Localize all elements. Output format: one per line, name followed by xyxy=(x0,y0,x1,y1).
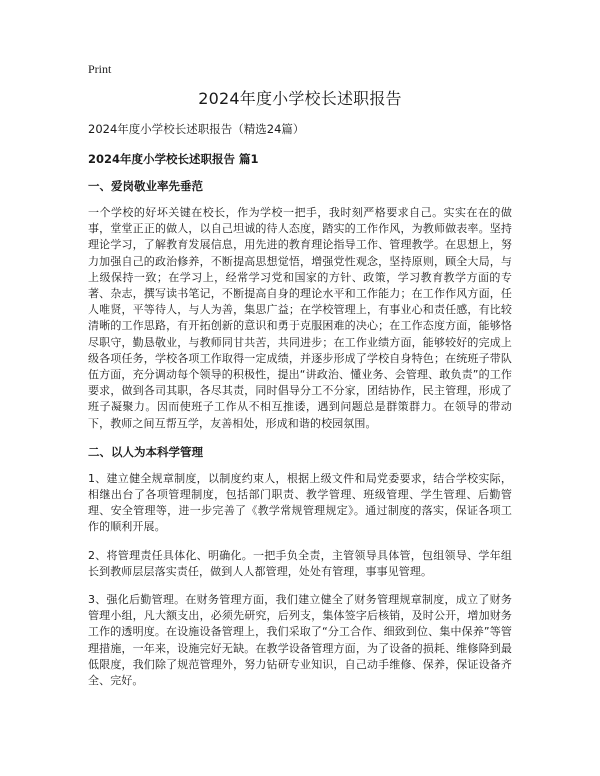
part2-paragraph-1: 1、建立健全规章制度，以制度约束人，根据上级文件和局党委要求，结合学校实际，相继出台了各项管理制度，包括部门职责、教学管理、班级管理、学生管理、后勤管理、安全管理等，进一步完善了《教学常规管理规定》。通过制度的落实，保证各项工作的顺利开展。 xyxy=(88,471,512,534)
document-page xyxy=(88,62,512,701)
print-link[interactable]: Print xyxy=(88,62,112,76)
part2-paragraph-2: 2、将管理责任具体化、明确化。一把手负全责，主管领导具体管，包组领导、学年组长到教师层层落实责任，做到人人都管理，处处有管理，事事见管理。 xyxy=(88,548,512,578)
document-subtitle: 2024年度小学校长述职报告（精选24篇） xyxy=(88,122,305,136)
document-title: 2024年度小学校长述职报告 xyxy=(198,89,402,108)
part1-paragraph: 一个学校的好坏关键在校长，作为学校一把手，我时刻严格要求自己。实实在在的做事，堂堂正正的做人，以自己坦诚的待人态度，踏实的工作作风，为教师做表率。坚持理论学习，了解教育发展信息，用先进的教育理论指导工作、管理教学。在思想上，努力加强自己的政治修养，不断提高思想觉悟，增强党性观念，坚持原则，顾全大局，与上级保持一致；在学习上，经常学习党和国家的方针、政策，学习教育教学方面的专著、杂志，撰写读书笔记，不断提高自身的理论水平和工作能力；在工作作风方面，任人唯贤，平等待人，与人为善，集思广益；在学校管理上，有事业心和责任感，有比较清晰的工作思路，有开拓创新的意识和勇于克服困难的决心；在工作态度方面，能够恪尽职守，勤恳敬业，与教师同甘共苦，共同进步；在工作业绩方面，能够较好的完成上级各项任务，学校各项工作取得一定成绩，并逐步形成了学校自身特色；在统班子带队伍方面，充分调动每个领导的积极性，提出“讲政治、懂业务、会管理、敢负责”的工作要求，做到各司其职，各尽其责，同时倡导分工不分家，团结协作，民主管理，形成了班子凝聚力。因而使班子工作从不相互推诿，遇到问题总是群策群力。在领导的带动下，教师之间互帮互学，友善相处，形成和谐的校园氛围。 xyxy=(88,206,512,430)
part1-heading: 一、爱岗敬业率先垂范 xyxy=(88,179,203,193)
section-title: 2024年度小学校长述职报告 篇1 xyxy=(88,152,259,166)
part2-paragraph-3: 3、强化后勤管理。在财务管理方面，我们建立健全了财务管理规章制度，成立了财务管理小组，凡大额支出，必须先研究，后列支，集体签字后核销，及时公开，增加财务工作的透明度。在设施设备管理上，我们采取了“分工合作、细致到位、集中保养”等管理措施，一年来，设施完好无缺。在教学设备管理方面，为了设备的损耗、维修降到最低限度，我们除了规范管理外，努力钻研专业知识，自己动手维修、保养，保证设备齐全、完好。 xyxy=(88,593,512,688)
part2-heading: 二、以人为本科学管理 xyxy=(88,444,203,459)
